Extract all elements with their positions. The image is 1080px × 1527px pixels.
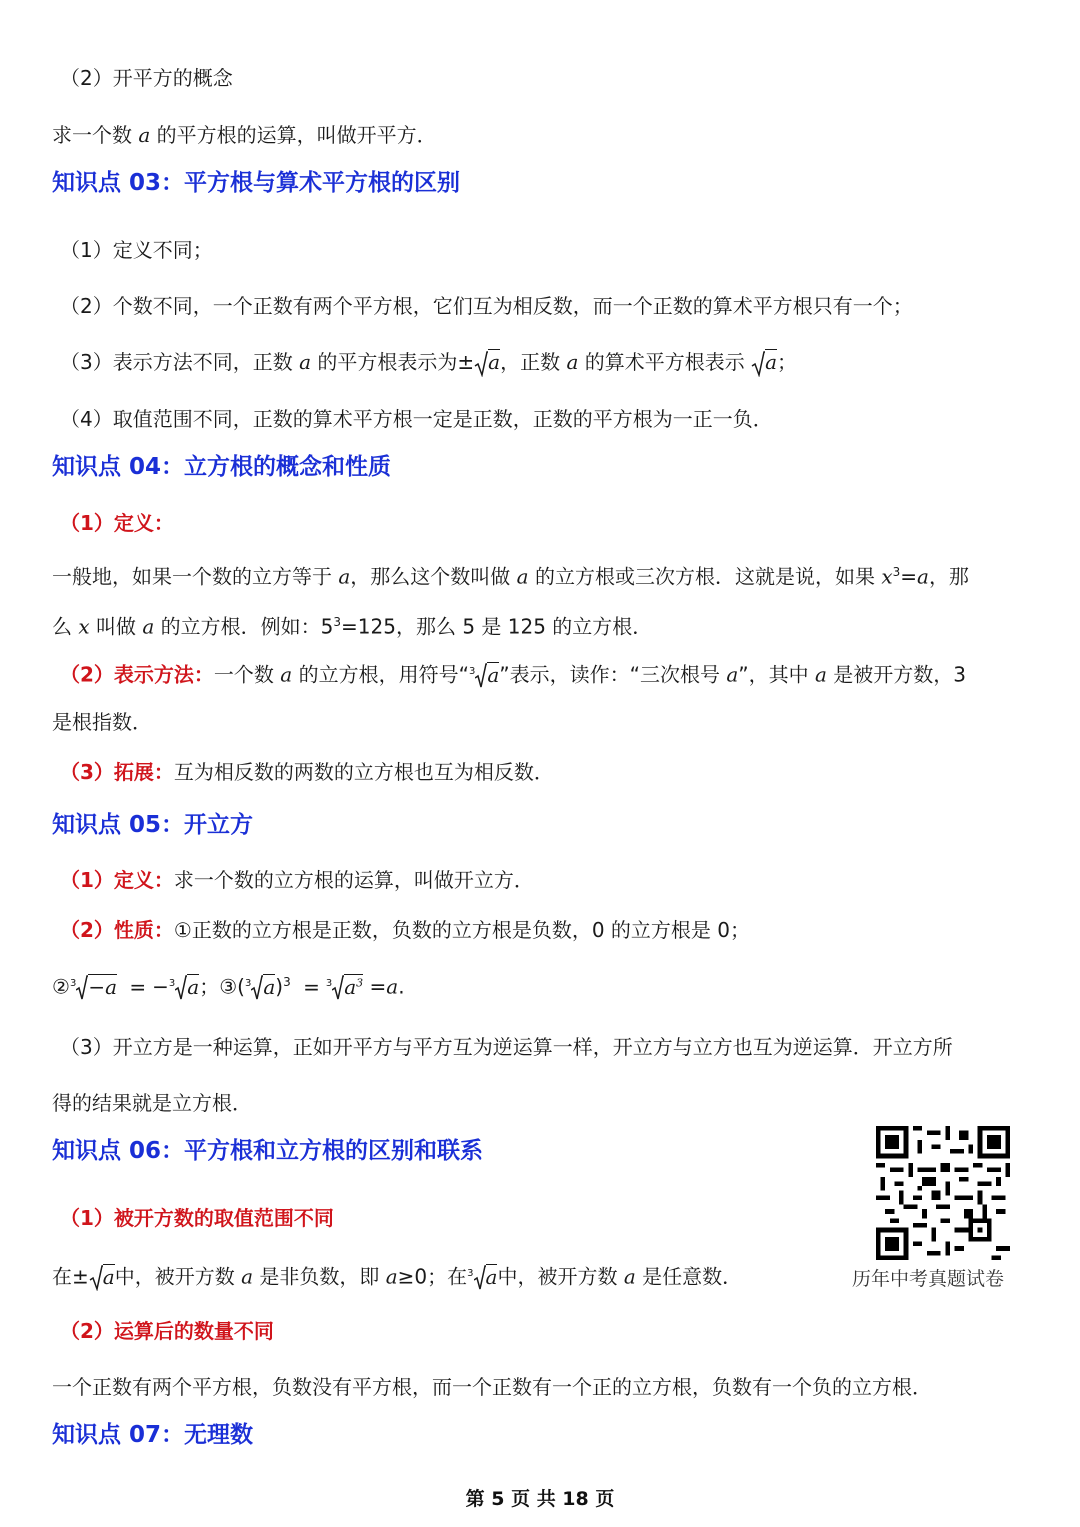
text-line: 在± a中，被开方数 a 是非负数，即 a≥0；在$^3$ a中，被开方数 a 是任意数． [52,1260,760,1291]
cube-root-symbol [474,1265,486,1291]
text-line: （3）开立方是一种运算，正如开平方与平方互为逆运算一样，开立方与立方也互为逆运算．开立方所 [60,1035,953,1059]
section-heading: 知识点 03：平方根与算术平方根的区别 [52,170,461,196]
text-line: 求一个数 a 的平方根的运算，叫做开平方． [52,123,437,147]
text-line: 么 x 叫做 a 的立方根．例如：$5^3=125$，那么 5 是 125 的立方根． [52,614,653,639]
text-line: 得的结果就是立方根． [52,1091,252,1115]
sqrt-symbol [751,351,765,377]
cube-root-symbol [332,975,344,1001]
section-heading: 知识点 06：平方根和立方根的区别和联系 [52,1138,484,1164]
text-line: （2）开平方的概念 [60,66,233,90]
subheading: （1）定义： [60,511,174,535]
sqrt-symbol [474,351,488,377]
text-line: 是根指数． [52,710,152,734]
text-line: （3）表示方法不同，正数 a 的平方根表示为± a，正数 a 的算术平方根表示 a； [60,348,1028,377]
text-line: （3）拓展：互为相反数的两数的立方根也互为相反数． [60,760,554,784]
section-heading: 知识点 05：开立方 [52,812,254,838]
text-line: 一个正数有两个平方根，负数没有平方根，而一个正数有一个正的立方根，负数有一个负的立方根． [52,1375,932,1399]
qr-caption: 历年中考真题试卷 [852,1268,1005,1290]
text-line: （2）性质：①正数的立方根是正数，负数的立方根是负数，0 的立方根是 0； [60,918,751,942]
text-line: （2）表示方法：一个数 a 的立方根，用符号“$^3$ a”表示，读作：“三次根号 a”，其中 a 是被开方数，3 [60,658,1028,689]
subheading: （2）运算后的数量不同 [60,1319,274,1343]
text-line: （2）个数不同，一个正数有两个平方根，它们互为相反数，而一个正数的算术平方根只有一个； [60,294,913,318]
text-line: （1）定义不同； [60,238,213,262]
text-line: 一般地，如果一个数的立方等于 a，那么这个数叫做 a 的立方根或三次方根．这就是说，如果 $x^3=a$，那 [52,564,969,589]
cube-root-symbol [251,975,263,1001]
formula-line: ②$^3$ −a = −$^3$ a；③($^3$ a)$^3$ = $^3$ $a^3 =a$. [52,968,1028,1001]
qr-code[interactable] [876,1126,1010,1260]
sqrt-symbol [89,1265,103,1291]
cube-root-symbol [475,663,487,689]
subheading: （1）被开方数的取值范围不同 [60,1206,334,1230]
text-line: （1）定义：求一个数的立方根的运算，叫做开立方． [60,868,534,892]
page-footer: 第 5 页 共 18 页 [465,1488,615,1510]
cube-root-symbol [175,975,187,1001]
cube-root-symbol [76,975,88,1001]
text-line: （4）取值范围不同，正数的算术平方根一定是正数，正数的平方根为一正一负． [60,407,773,431]
section-heading: 知识点 07：无理数 [52,1422,254,1448]
section-heading: 知识点 04：立方根的概念和性质 [52,454,392,480]
